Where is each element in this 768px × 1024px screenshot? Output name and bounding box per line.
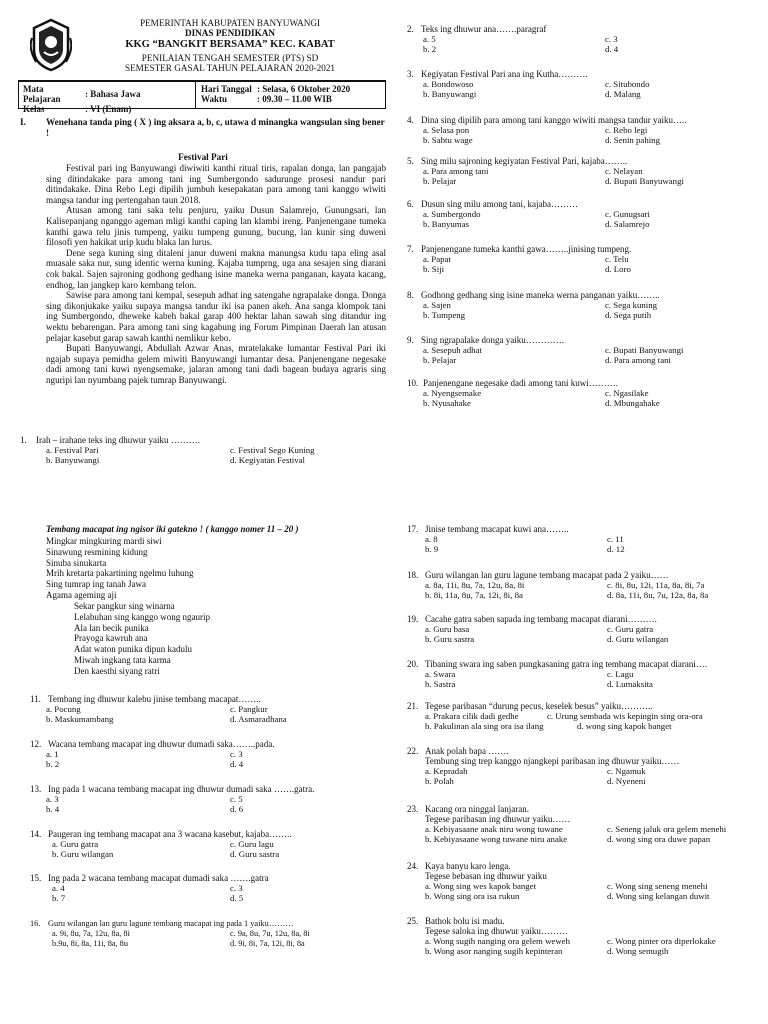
tembang-verse-1 <box>46 536 386 601</box>
option-d[interactable]: d. Para among tani <box>605 355 671 366</box>
option-b[interactable]: b. Sabtu wage <box>423 135 473 146</box>
question-number: 8. <box>407 290 414 300</box>
section-instruction: Wenehana tanda ping ( X ) ing aksara a, b, c, utawa d minangka wangsulan sing bener ! <box>46 117 385 138</box>
option-d[interactable]: d. 6 <box>230 804 244 815</box>
header-kkg: KKG “BANGKIT BERSAMA” KEC. KABAT <box>125 39 335 50</box>
option-a[interactable]: a. 8a, 11i, 8u, 7a, 12u, 8a, 8i <box>425 580 525 591</box>
option-c[interactable]: c. Rebo legi <box>605 125 648 136</box>
option-b[interactable]: b. Guru wilangan <box>52 849 114 860</box>
question-number: 22. <box>407 746 419 756</box>
option-b[interactable]: b. Kebiyasaane wong tuwane niru anake <box>425 834 568 845</box>
question-text: Jinise tembang macapat kuwi ana…….. <box>425 524 569 534</box>
option-b[interactable]: b. 8i, 11a, 8u, 7a, 12i, 8i, 8a <box>425 590 523 601</box>
verse-line: Agama ageming aji <box>46 589 117 600</box>
option-d[interactable]: d. Wong semugih <box>607 946 669 957</box>
question-text: Godhong gedhang sing isine maneka werna panganan yaiku…….. <box>421 290 660 300</box>
question-subtext: Tegese bebasan ing dhuwur yaiku <box>425 871 547 882</box>
option-d[interactable]: d. 8a, 11i, 8u, 7u, 12a, 8a, 8a <box>607 590 709 601</box>
option-c[interactable]: c. 11 <box>607 534 624 545</box>
option-c[interactable]: c. Lagu <box>607 669 634 680</box>
question-number: 18. <box>407 570 419 580</box>
option-c[interactable]: c. Ngamuk <box>607 766 646 777</box>
question-11 <box>30 694 386 739</box>
verse-line: Adat waton punika dipun kadulu <box>74 644 192 655</box>
option-c[interactable]: c. 3 <box>230 749 243 760</box>
passage-paragraph: Dene sega kuning sing ditaleni janur duweni makna manungsa kudu tapa eling asal muasale saka nur, sung identic werna kuning. Kajaba tumprng, uga ana sesajen sing diarani cok bakal. Sajen sajroning godhong gedhang isine maneka werna panganan, kayata kacang, endhog, lan jangkep karo kembang telon. <box>46 247 386 290</box>
question-number: 9. <box>407 335 414 345</box>
option-d[interactable]: d. Nyeneni <box>607 776 646 787</box>
question-18 <box>407 570 757 614</box>
option-b[interactable]: b. Sastra <box>425 679 456 690</box>
option-b[interactable]: b. Nyusahake <box>423 398 471 409</box>
tembang-verse-2 <box>74 601 384 677</box>
option-d[interactable]: d. wong sing kapok banget <box>577 721 672 732</box>
option-b[interactable]: b. 2 <box>46 759 60 770</box>
option-d[interactable]: d. Sega putih <box>605 310 652 321</box>
question-12 <box>30 739 386 784</box>
question-2 <box>407 24 757 69</box>
passage-body <box>46 163 386 385</box>
option-a[interactable]: a. 5 <box>423 34 436 45</box>
question-text: Guru wilangan lan guru lagune tembang macapat ing pada 1 yaiku……… <box>48 919 294 928</box>
option-d[interactable]: d. Loro <box>605 264 631 275</box>
option-a[interactable]: a. Selasa pon <box>423 125 470 136</box>
option-b[interactable]: b. Pelajar <box>423 176 457 187</box>
verse-line: Mingkar mingkuring mardi siwi <box>46 536 162 546</box>
option-c[interactable]: c. Pangkur <box>230 704 268 715</box>
option-d[interactable]: d. Mbungahake <box>605 398 660 409</box>
option-c[interactable]: c. Nelayan <box>605 166 643 177</box>
option-b[interactable]: b. Banyuwangi <box>46 455 100 466</box>
question-subtext: Tegese saloka ing dhuwur yaiku……… <box>425 926 568 937</box>
option-d[interactable]: d. 4 <box>230 759 244 770</box>
question-number: 14. <box>30 829 42 839</box>
option-c[interactable]: c. Telu <box>605 254 629 265</box>
question-text: Kaya banyu karo lenga. <box>425 861 511 871</box>
option-d[interactable]: d. 12 <box>607 544 625 555</box>
option-a[interactable]: a. Sumbergondo <box>423 209 481 220</box>
option-b[interactable]: b. Banyuwangi <box>423 89 477 100</box>
question-number: 21. <box>407 701 419 711</box>
verse-line: Sinawung resmining kidung <box>46 546 148 557</box>
question-number: 24. <box>407 861 419 871</box>
passage-paragraph: Sawise para among tani kempal, sesepuh adhat ing satengahe ngrapalake donga. Donga sing dikonjukake yaiku supaya mangsa tandur iki isa panen akeh. Ana sanga klompok tani ing Sumbergondo, dheweke kabeh bakal garap 400 hektar lahan sawah sing ditandur ing wektu bebarengan. Para among tani sing kagabung ing Forum Pimpinan Daerah lan atusan pelajar kasebut garap sawah kanthi nemlikur kebo. <box>46 290 386 343</box>
passage-title: Festival Pari <box>178 152 228 162</box>
header-government: PEMERINTAH KABUPATEN BANYUWANGI <box>139 18 321 28</box>
option-d[interactable]: d. 9i, 8i, 7a, 12i, 8i, 8a <box>230 939 305 949</box>
questions-right-top <box>407 24 757 418</box>
verse-line: Mrih kretarta pakartining ngelmu luhung <box>46 568 194 579</box>
question-text: Ing pada 1 wacana tembang macapat ing dhuwur dumadi saka …….gatra. <box>48 784 315 794</box>
question-21 <box>407 701 757 746</box>
option-b[interactable]: b. 7 <box>52 893 66 904</box>
option-b[interactable]: b. Pakulinan ala sing ora isa ilang <box>425 721 544 732</box>
question-13 <box>30 784 386 829</box>
option-c[interactable]: c. 3 <box>605 34 618 45</box>
header-department: DINAS PENDIDIKAN <box>184 28 276 38</box>
option-a[interactable]: a. 3 <box>46 794 59 805</box>
passage-paragraph: Festival pari ing Banyuwangi diwiwiti kanthi ritual tiris, rapalan donga, lan pangajab sing ditindakake para among tani ing Sumbergondo sadurunge prosesi nandur pari ditindakake. Dina Rebo Legi dipilih jumbuh kesepakatan para among tani kanggo wiwiti mangsa tandur ing pertengahan taun 2018. <box>46 163 386 205</box>
option-c[interactable]: c. Guru gatra <box>607 624 654 635</box>
option-a[interactable]: a. Papat <box>423 254 451 265</box>
option-b[interactable]: b. Maskumambang <box>46 714 114 725</box>
option-a[interactable]: a. Nyengsemake <box>423 388 482 399</box>
exam-info-box <box>18 80 386 114</box>
option-b[interactable]: b. Wong asor nanging sugih kepinteran <box>425 946 563 957</box>
question-subtext: Tegese paribasan ing dhuwur yaiku…… <box>425 814 571 825</box>
option-a[interactable]: a. Wong sugih nanging ora gelem weweh <box>425 936 570 947</box>
option-a[interactable]: a. Bondowoso <box>423 79 474 90</box>
question-text: Dusun sing milu among tani, kajaba……… <box>421 199 578 209</box>
question-text: Tibaning swara ing saben pungkasaning gatra ing tembang macapat diarani…. <box>425 659 708 669</box>
question-number: 5. <box>407 156 414 166</box>
option-d[interactable]: d. Bupati Banyuwangi <box>605 176 684 187</box>
time-value: : 09.30 – 11.00 WIB <box>257 94 332 104</box>
tembang-instruction: Tembang macapat ing ngisor iki gatekno ! ( kanggo nomer 11 – 20 ) <box>46 524 299 534</box>
question-23 <box>407 804 757 861</box>
option-c[interactable]: c. Urung sembada wis kepingin sing ora-ora <box>547 711 703 722</box>
option-a[interactable]: a. Prakara cilik dadi gedhe <box>425 711 519 722</box>
question-8 <box>407 290 757 335</box>
question-text: Bathok bolu isi madu. <box>425 916 505 926</box>
option-b[interactable]: b. 9 <box>425 544 439 555</box>
question-25 <box>407 916 757 966</box>
option-a[interactable]: a. Sajen <box>423 300 451 311</box>
option-d[interactable]: d. 4 <box>605 44 619 55</box>
passage-paragraph: Atusan among tani saka telu penjuru, yaiku Dusun Salamrejo, Gunungsari, lan Kalisepanjang nganggo ageman mligi kanthi caping lan klambi ireng. Panjenengane tumeka kanthi gawa telu jinis tumpeng, yaiku tumpeng gunung, bucung, lan kunir sing duweni filosofi yen hakikat urip kudu blaka lan lurus. <box>46 205 386 248</box>
question-10 <box>407 378 757 418</box>
option-c[interactable]: c. Sega kuning <box>605 300 658 311</box>
verse-line: Prayoga kawruh ana <box>74 633 148 644</box>
option-d[interactable]: d. Lumaksita <box>607 679 653 690</box>
option-c[interactable]: c. Wong sing seneng menehi <box>607 881 708 892</box>
date-value: : Selasa, 6 Oktober 2020 <box>257 84 351 94</box>
option-b[interactable]: b. Guru sastra <box>425 634 475 645</box>
question-20 <box>407 659 757 701</box>
option-a[interactable]: a. Guru gatra <box>52 839 99 850</box>
question-text: Sing milu sajroning kegiyatan Festival Pari, kajaba…….. <box>421 156 628 166</box>
option-c[interactable]: c. Bupati Banyuwangi <box>605 345 684 356</box>
option-d[interactable]: d. Wong sing kelangan duwit <box>607 891 710 902</box>
class-value: : VI (Enam) <box>85 104 132 114</box>
option-d[interactable]: d. 5 <box>230 893 244 904</box>
option-d[interactable]: d. Salamrejo <box>605 219 650 230</box>
question-text: Tegese paribasan “durung pecus, keselek besus” yaiku……….. <box>425 701 653 711</box>
option-c[interactable]: c. 8i, 8u, 12i, 11a, 8a, 8i, 7a <box>607 580 705 591</box>
questions-right-bottom <box>407 524 757 966</box>
option-b[interactable]: b. Pelajar <box>423 355 457 366</box>
option-d[interactable]: d. Kegiyatan Festival <box>230 455 306 466</box>
question-number: 10. <box>407 378 419 388</box>
option-a[interactable]: a. Kepradah <box>425 766 468 777</box>
question-number: 3. <box>407 69 414 79</box>
option-c[interactable]: c. Festival Sego Kuning <box>230 445 315 456</box>
option-b[interactable]: b. 2 <box>423 44 437 55</box>
question-14 <box>30 829 386 873</box>
option-d[interactable]: d. Guru sastra <box>230 849 280 860</box>
question-text: Cacahe gatra saben sapada ing tembang macapat diarani………. <box>425 614 657 624</box>
question-7 <box>407 244 757 290</box>
question-number: 13. <box>30 784 42 794</box>
question-number: 11. <box>30 694 41 704</box>
option-b[interactable]: b. Tumpeng <box>423 310 466 321</box>
question-number: 20. <box>407 659 419 669</box>
option-b[interactable]: b. Polah <box>425 776 454 787</box>
question-text: Anak polah bapa ……. <box>425 746 509 756</box>
question-number: 4. <box>407 115 414 125</box>
question-number: 25. <box>407 916 419 926</box>
subject-label: Mata Pelajaran <box>23 84 61 104</box>
question-text: Tembang ing dhuwur kalebu jinise tembang macapat…….. <box>48 694 261 704</box>
question-text: Sing ngrapalake donga yaiku…………. <box>421 335 564 345</box>
question-text: Wacana tembang macapat ing dhuwur dumadi saka……..pada. <box>48 739 275 749</box>
option-c[interactable]: c. 3 <box>230 883 243 894</box>
questions-left-bottom <box>30 694 386 955</box>
question-4 <box>407 115 757 156</box>
option-c[interactable]: c. Seneng jaluk ora gelem menehi <box>607 824 727 835</box>
regency-emblem-logo <box>30 18 72 72</box>
question-text: Irah – irahane teks ing dhuwur yaiku ………. <box>36 435 200 445</box>
option-c[interactable]: c. Wong pinter ora diperlokake <box>607 936 716 947</box>
question-24 <box>407 861 757 916</box>
question-text: Ing pada 2 wacana tembang macapat dumadi saka …….gatra <box>48 873 269 883</box>
option-a[interactable]: a. 9i, 8u, 7a, 12u, 8a, 8i <box>52 929 130 939</box>
option-a[interactable]: a. 1 <box>46 749 59 760</box>
question-19 <box>407 614 757 659</box>
question-number: 15. <box>30 873 42 883</box>
header-semester: SEMESTER GASAL TAHUN PELAJARAN 2020-2021 <box>124 63 336 73</box>
option-b[interactable]: b. 4 <box>46 804 60 815</box>
question-number: 6. <box>407 199 414 209</box>
option-a[interactable]: a. Para among tani <box>423 166 489 177</box>
question-number: 17. <box>407 524 419 534</box>
question-text: Kacang ora ninggal lanjaran. <box>425 804 529 814</box>
option-d[interactable]: d. Guru wilangan <box>607 634 669 645</box>
verse-line: Sekar pangkur sing winarna <box>74 601 175 611</box>
option-a[interactable]: a. 4 <box>52 883 65 894</box>
question-text: Paugeran ing tembang macapat ana 3 wacana kasebut, kajaba…….. <box>48 829 292 839</box>
option-c[interactable]: c. 5 <box>230 794 243 805</box>
question-number: 7. <box>407 244 414 254</box>
question-16 <box>30 919 386 955</box>
question-9 <box>407 335 757 378</box>
option-d[interactable]: d. Malang <box>605 89 641 100</box>
option-d[interactable]: d. Asmaradhana <box>230 714 287 725</box>
question-number: 2. <box>407 24 414 34</box>
question-text: Kegiyatan Festival Pari ana ing Kutha………. <box>421 69 588 79</box>
question-number: 16. <box>30 919 41 928</box>
verse-line: Lelabuhan sing kanggo wong ngaurip <box>74 611 210 622</box>
option-a[interactable]: a. Guru basa <box>425 624 470 635</box>
option-b[interactable]: b. Banyumas <box>423 219 469 230</box>
verse-line: Ala lan becik punika <box>74 622 149 633</box>
option-c[interactable]: c. Gunugsari <box>605 209 650 220</box>
question-number: 12. <box>30 739 42 749</box>
question-text: Panjenengane negesake dadi among tani kuwi………. <box>423 378 618 388</box>
option-a[interactable]: a. Wong sing wes kapok banget <box>425 881 537 892</box>
subject-value: : Bahasa Jawa <box>85 89 141 99</box>
question-text: Teks ing dhuwur ana…….paragraf <box>421 24 547 34</box>
option-c[interactable]: c. Situbondo <box>605 79 650 90</box>
question-15 <box>30 873 386 919</box>
question-22 <box>407 746 757 804</box>
verse-line: Sing tumrap ing tanah Jawa <box>46 579 146 590</box>
option-a[interactable]: a. Pocung <box>46 704 81 715</box>
option-d[interactable]: d. wong sing ora duwe papan <box>607 834 711 845</box>
question-6 <box>407 199 757 244</box>
option-c[interactable]: c. Guru lagu <box>230 839 274 850</box>
verse-line: Den kaesthi siyang ratri <box>74 665 160 676</box>
question-1 <box>20 435 386 465</box>
option-a[interactable]: a. 8 <box>425 534 438 545</box>
date-label: Hari Tanggal <box>201 84 252 94</box>
question-5 <box>407 156 757 199</box>
option-b[interactable]: b. Wong sing ora isa rukun <box>425 891 520 902</box>
header-exam: PENILAIAN TENGAH SEMESTER (PTS) SD <box>141 53 319 63</box>
passage-paragraph: Bupati Banyuwangi, Abdullah Azwar Anas, mratelakake lumantar Festival Pari iki ngajab supaya pemidha gelem miwiti Banyuwangi lumantar desa. Panjenengane negesake dadi among tani kuwi nyengsemake, jalaran among tani dadi bagean budaya agraris sing nguripi lan nyumbang pajek tumrap Banyuwangi. <box>46 343 386 385</box>
option-c[interactable]: c. Ngasilake <box>605 388 649 399</box>
option-c[interactable]: c. 9a, 8u, 7u, 12u, 8a, 8i <box>230 929 310 939</box>
question-number: 19. <box>407 614 419 624</box>
question-subtext: Tembung sing trep kanggo njangkepi paribasan ing dhuwur yaiku…… <box>425 756 680 767</box>
option-a[interactable]: a. Kebiyasaane anak niru wong tuwane <box>425 824 563 835</box>
question-text: Panjenengane tumeka kanthi gawa……..jinising tumpeng. <box>421 244 632 254</box>
option-b[interactable]: b.9u, 8i, 8a, 11i, 8a, 8u <box>52 939 128 949</box>
option-a[interactable]: a. Sesepuh adhat <box>423 345 482 356</box>
option-d[interactable]: d. Senin pahing <box>605 135 660 146</box>
question-text: Guru wilangan lan guru lagune tembang macapat pada 2 yaiku…… <box>425 570 669 580</box>
class-label: Kelas <box>23 104 45 114</box>
question-17 <box>407 524 757 570</box>
option-a[interactable]: a. Swara <box>425 669 456 680</box>
question-number: 23. <box>407 804 419 814</box>
question-number: 1. <box>20 435 27 445</box>
option-b[interactable]: b. Siji <box>423 264 445 275</box>
section-number: I. <box>20 117 26 127</box>
verse-line: Miwah ingkang tata karma <box>74 654 171 665</box>
time-label: Waktu <box>201 94 228 104</box>
option-a[interactable]: a. Festival Pari <box>46 445 99 456</box>
verse-line: Sinuba sinukarta <box>46 557 107 568</box>
question-3 <box>407 69 757 115</box>
question-text: Dina sing dipilih para among tani kanggo wiwiti mangsa tandur yaiku….. <box>421 115 687 125</box>
